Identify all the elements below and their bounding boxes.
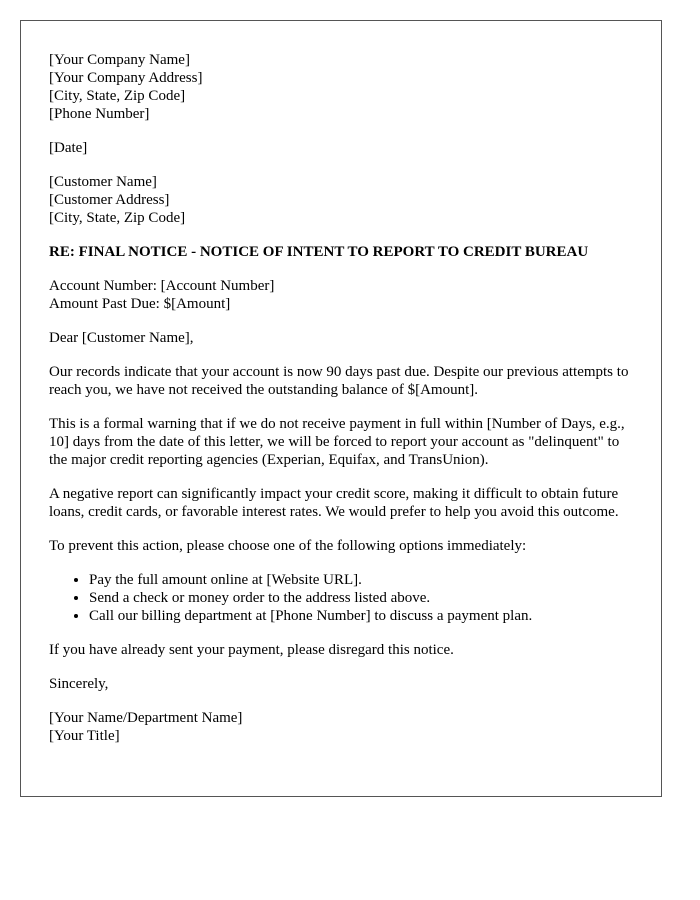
signature-name: [Your Name/Department Name] <box>49 710 243 726</box>
options-list <box>49 571 633 625</box>
sender-company-name: [Your Company Name] <box>49 52 190 68</box>
paragraph-past-due: Our records indicate that your account is now 90 days past due. Despite our previous attempts to reach you, we have not received the outstanding balance of $[Amount]. <box>49 364 629 398</box>
letter <box>20 20 662 797</box>
recipient-city-state-zip: [City, State, Zip Code] <box>49 210 186 226</box>
account-block <box>49 277 633 313</box>
sender-company-address: [Your Company Address] <box>49 70 203 86</box>
letter-date: [Date] <box>49 140 88 156</box>
recipient-name: [Customer Name] <box>49 174 157 190</box>
option-send-check: • Send a check or money order to the address listed above. <box>89 589 633 607</box>
paragraph-negative-report: A negative report can significantly impact your credit score, making it difficult to obtain future loans, credit cards, or favorable interest rates. We would prefer to help you avoid this outcome. <box>49 486 619 520</box>
option-pay-online: • Pay the full amount online at [Website URL]. <box>89 571 633 589</box>
signature-title: [Your Title] <box>49 728 120 744</box>
signature-block <box>49 709 633 745</box>
option-call-billing: • Call our billing department at [Phone Number] to discuss a payment plan. <box>89 607 633 625</box>
sender-phone: [Phone Number] <box>49 106 150 122</box>
subject-line: RE: FINAL NOTICE - NOTICE OF INTENT TO REPORT TO CREDIT BUREAU <box>49 244 589 260</box>
date-block <box>49 139 633 157</box>
disregard-note: If you have already sent your payment, please disregard this notice. <box>49 642 454 658</box>
sender-city-state-zip: [City, State, Zip Code] <box>49 88 186 104</box>
account-number: Account Number: [Account Number] <box>49 278 275 294</box>
paragraph-formal-warning: This is a formal warning that if we do not receive payment in full within [Number of Days, e.g., 10] days from the date of this letter, we will be forced to report your account as "delinquent" to the major credit reporting agencies (Experian, Equifax, and TransUnion). <box>49 416 625 468</box>
closing: Sincerely, <box>49 676 109 692</box>
sender-block <box>49 51 633 123</box>
salutation: Dear [Customer Name], <box>49 330 194 346</box>
recipient-address: [Customer Address] <box>49 192 170 208</box>
amount-past-due: Amount Past Due: $[Amount] <box>49 296 231 312</box>
recipient-block <box>49 173 633 227</box>
paragraph-options-intro: To prevent this action, please choose one of the following options immediately: <box>49 538 527 554</box>
